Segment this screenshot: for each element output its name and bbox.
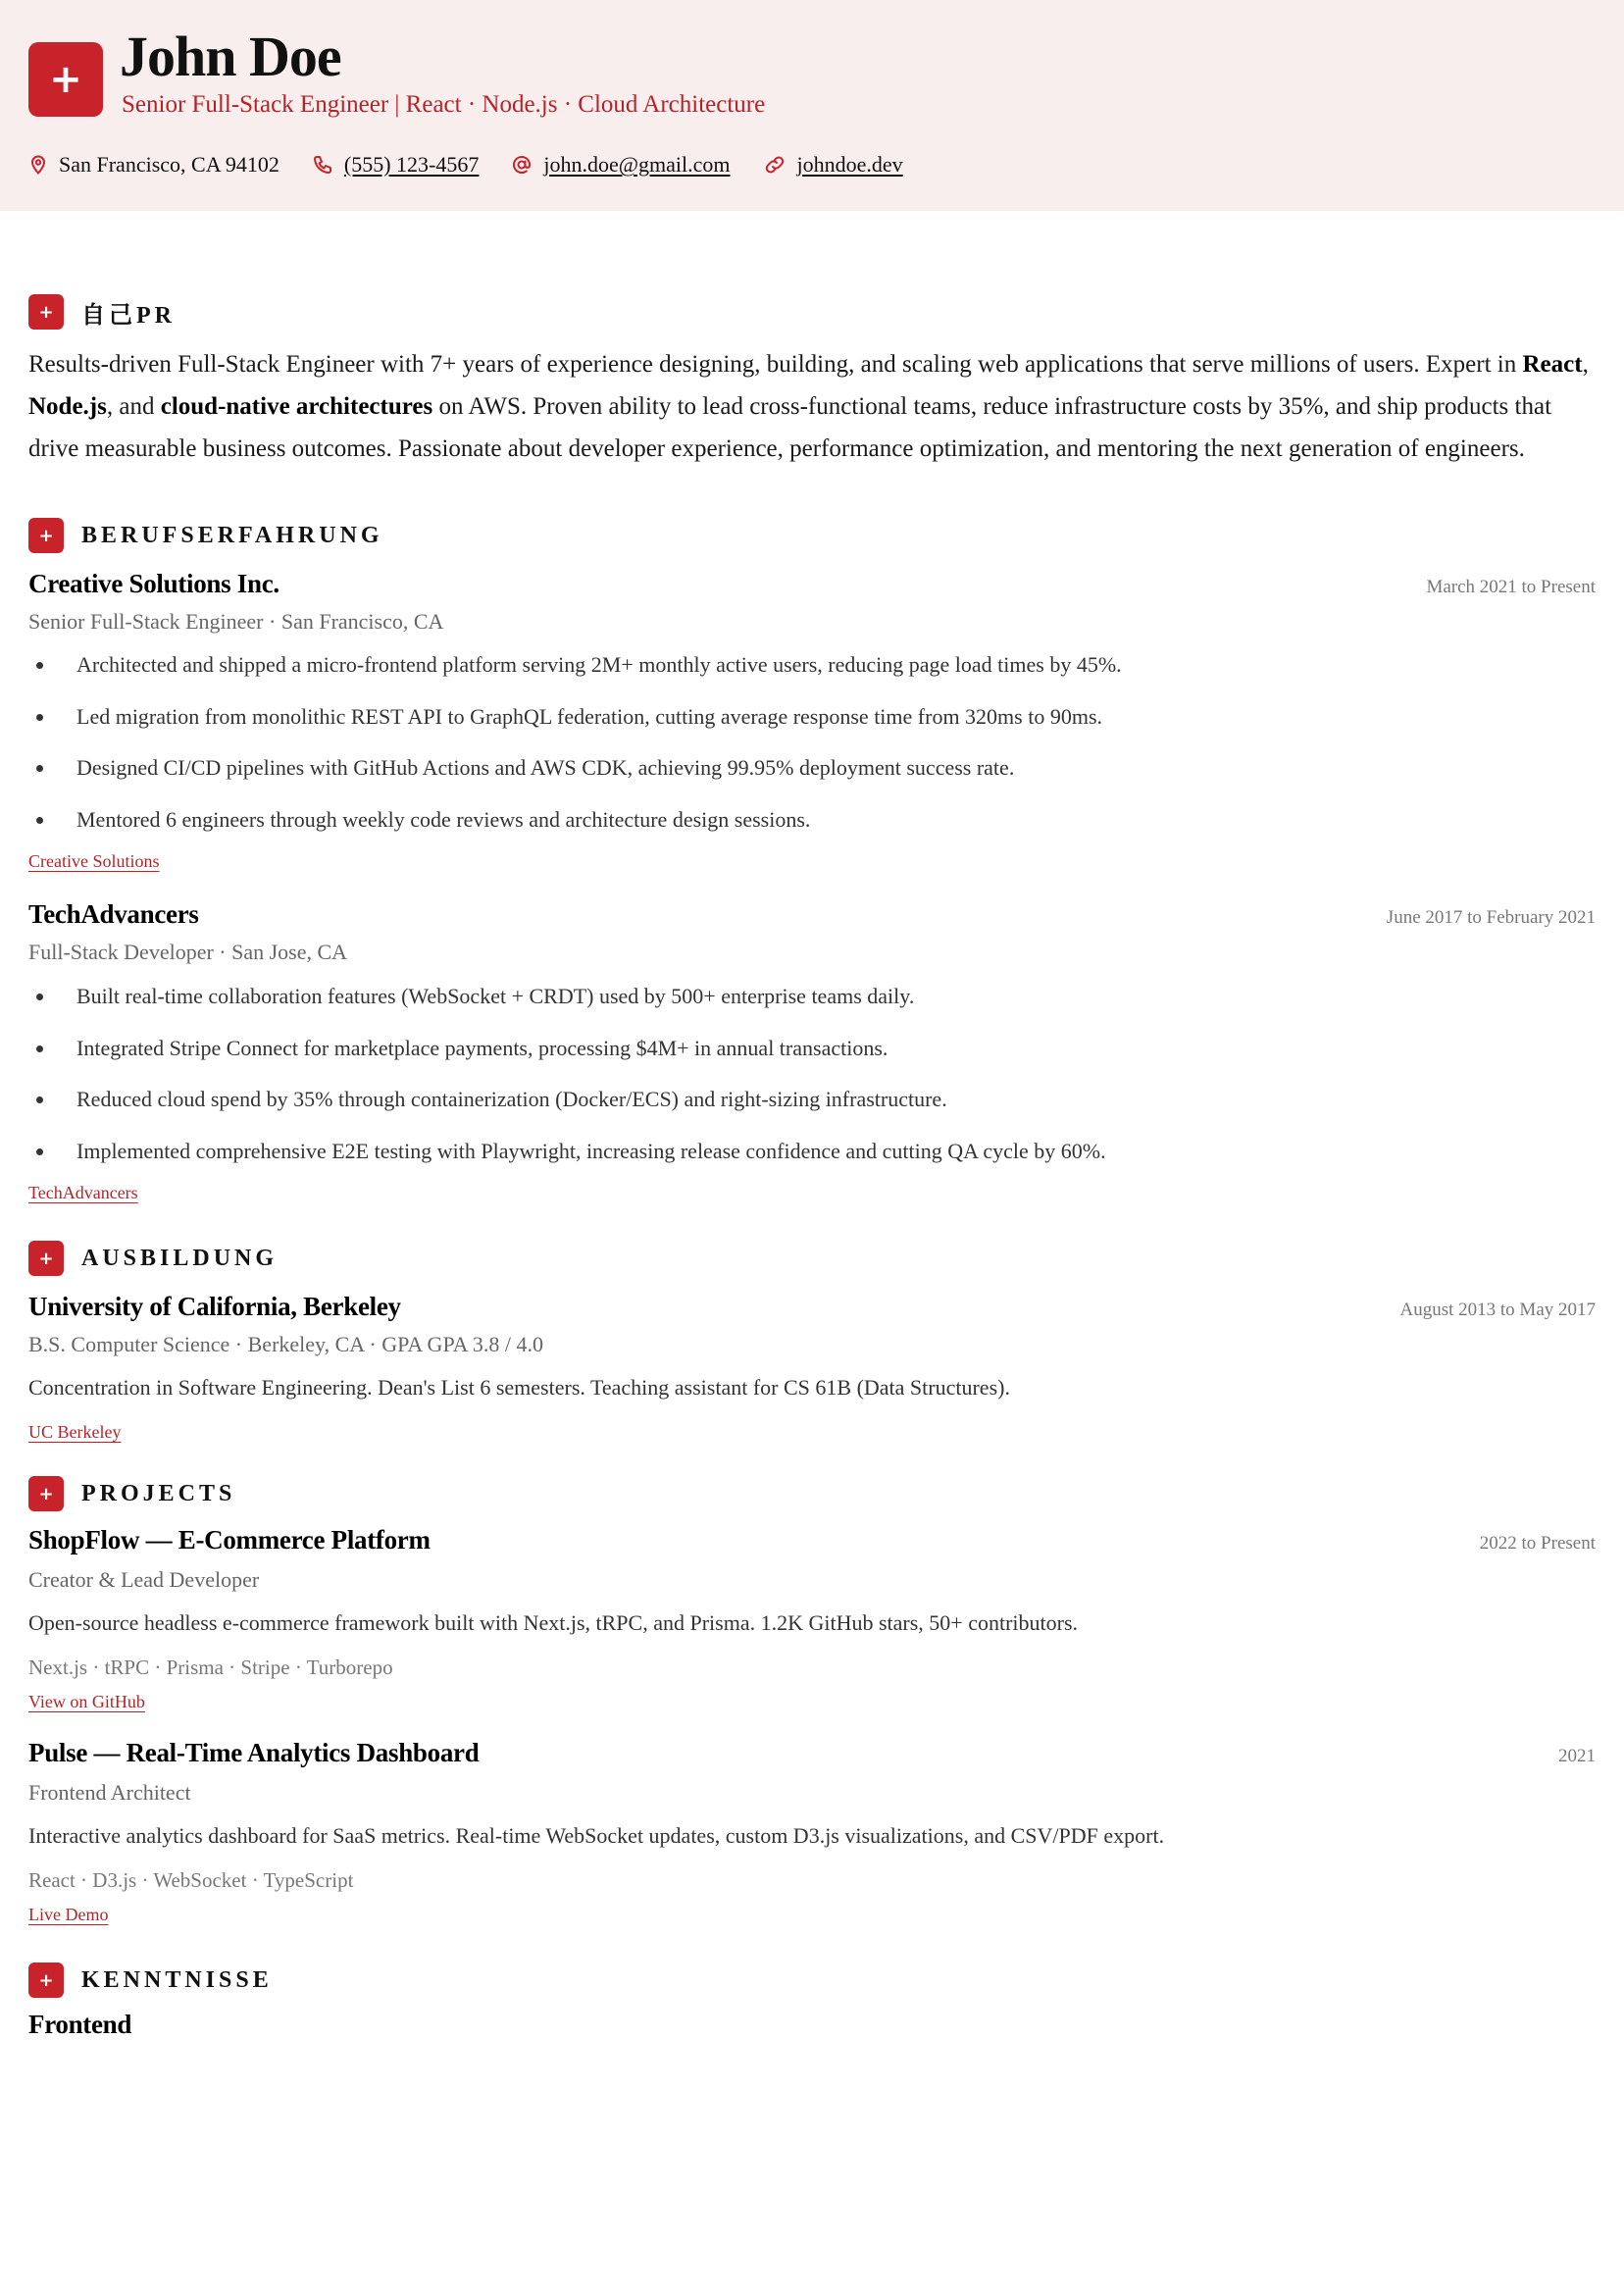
phone-icon: [313, 155, 332, 175]
map-pin-icon: [29, 155, 47, 175]
education-detail: Concentration in Software Engineering. Dean's List 6 semesters. Teaching assistant for CS 61B (Data Structures).: [28, 1375, 1010, 1400]
summary-section-title: 自己PR: [81, 302, 176, 329]
list-item: Reduced cloud spend by 35% through containerization (Docker/ECS) and right-sizing infrastructure.: [28, 1085, 1596, 1137]
contact-location: [29, 152, 279, 178]
resume-body: [0, 294, 1624, 2040]
skills-section-header: [28, 1963, 1596, 1998]
summary-separator: ,: [1582, 351, 1589, 378]
logo-plus-icon: +: [28, 42, 103, 117]
section-plus-icon: +: [28, 1476, 64, 1511]
candidate-headline: Senior Full-Stack Engineer | React · Node.js · Cloud Architecture: [122, 91, 766, 118]
projects-section-header: [28, 1476, 1596, 1511]
email-link[interactable]: john.doe@gmail.com: [543, 152, 731, 177]
contact-phone[interactable]: [313, 152, 479, 178]
project-description: Open-source headless e-commerce framework built with Next.js, tRPC, and Prisma. 1.2K GitHub stars, 50+ contributors.: [28, 1610, 1079, 1635]
achievement-list: [28, 650, 1596, 856]
education-section-header: [28, 1241, 1596, 1276]
degree-info: B.S. Computer Science · Berkeley, CA · GPA GPA 3.8 / 4.0: [28, 1332, 543, 1356]
company-name: TechAdvancers: [28, 899, 199, 929]
website-link[interactable]: johndoe.dev: [796, 152, 903, 177]
list-item: Implemented comprehensive E2E testing with Playwright, increasing release confidence and cutting QA cycle by 60%.: [28, 1137, 1596, 1189]
contact-website[interactable]: [764, 152, 903, 178]
contact-email[interactable]: [512, 152, 730, 178]
entry-header: [28, 1525, 1596, 1555]
list-item: Integrated Stripe Connect for marketplace payments, processing $4M+ in annual transactions.: [28, 1034, 1596, 1086]
project-description: Interactive analytics dashboard for SaaS metrics. Real-time WebSocket updates, custom D3.js visualizations, and CSV/PDF export.: [28, 1823, 1165, 1848]
experience-entry: [28, 899, 1596, 1203]
summary-highlight: React: [1522, 351, 1583, 378]
resume-header: [0, 0, 1624, 211]
entry-date: 2021: [1558, 1746, 1596, 1766]
project-name: Pulse — Real-Time Analytics Dashboard: [28, 1738, 480, 1767]
link-icon: [764, 155, 786, 175]
entry-date: June 2017 to February 2021: [1386, 907, 1596, 928]
experience-section-title: BERUFSERFAHRUNG: [81, 522, 383, 548]
achievement-list: [28, 982, 1596, 1188]
project-link[interactable]: Live Demo: [28, 1905, 109, 1924]
summary-text-part: Results-driven Full-Stack Engineer with 7+ years of experience designing, building, and scaling web applications that serve millions of users. Expert in: [28, 351, 1523, 378]
entry-date: March 2021 to Present: [1426, 577, 1596, 597]
job-role: Senior Full-Stack Engineer · San Francisco, CA: [28, 609, 444, 634]
list-item: Designed CI/CD pipelines with GitHub Actions and AWS CDK, achieving 99.95% deployment success rate.: [28, 753, 1596, 805]
list-item: Architected and shipped a micro-frontend platform serving 2M+ monthly active users, reducing page load times by 45%.: [28, 650, 1596, 702]
school-name: University of California, Berkeley: [28, 1292, 401, 1321]
candidate-name: John Doe: [120, 25, 341, 88]
section-plus-icon: +: [28, 294, 64, 330]
at-sign-icon: [512, 155, 532, 175]
entry-header: [28, 569, 1596, 599]
job-role: Full-Stack Developer · San Jose, CA: [28, 940, 348, 964]
list-item: Built real-time collaboration features (WebSocket + CRDT) used by 500+ enterprise teams daily.: [28, 982, 1596, 1034]
entry-header: [28, 899, 1596, 930]
summary-section-header: [28, 294, 1596, 330]
experience-entry: [28, 569, 1596, 872]
section-plus-icon: +: [28, 1241, 64, 1276]
skill-group-title: Frontend: [28, 2010, 132, 2039]
project-role: Creator & Lead Developer: [28, 1567, 260, 1592]
list-item: Mentored 6 engineers through weekly code reviews and architecture design sessions.: [28, 805, 1596, 857]
skills-section-title: KENNTNISSE: [81, 1966, 273, 1993]
project-link[interactable]: View on GitHub: [28, 1692, 145, 1711]
company-name: Creative Solutions Inc.: [28, 569, 279, 598]
entry-date: August 2013 to May 2017: [1399, 1300, 1596, 1320]
company-link[interactable]: Creative Solutions: [28, 851, 160, 871]
section-plus-icon: +: [28, 1963, 64, 1998]
project-name: ShopFlow — E-Commerce Platform: [28, 1525, 431, 1555]
company-link[interactable]: TechAdvancers: [28, 1183, 138, 1202]
project-entry: [28, 1738, 1596, 1925]
project-role: Frontend Architect: [28, 1780, 191, 1805]
education-section-title: AUSBILDUNG: [81, 1245, 279, 1271]
summary-text: [28, 343, 1596, 470]
project-tech-stack: React · D3.js · WebSocket · TypeScript: [28, 1868, 354, 1892]
summary-text-part: on AWS. Proven ability to lead cross-functional teams, reduce infrastructure costs by 35%, and ship products that drive measurable business outcomes. Passionate about developer experience, performance optimization, and mentoring the next generation of engineers.: [28, 393, 1552, 462]
experience-section-header: [28, 518, 1596, 553]
list-item: Led migration from monolithic REST API to GraphQL federation, cutting average response time from 320ms to 90ms.: [28, 702, 1596, 754]
entry-header: [28, 1292, 1596, 1322]
summary-separator: , and: [106, 393, 161, 420]
location-text: San Francisco, CA 94102: [59, 152, 279, 177]
summary-highlight: Node.js: [28, 393, 107, 420]
project-entry: [28, 1525, 1596, 1712]
section-plus-icon: +: [28, 518, 64, 553]
school-link[interactable]: UC Berkeley: [28, 1422, 122, 1442]
project-tech-stack: Next.js · tRPC · Prisma · Stripe · Turborepo: [28, 1656, 393, 1679]
education-entry: [28, 1292, 1596, 1443]
summary-highlight: cloud-native architectures: [160, 393, 433, 420]
entry-date: 2022 to Present: [1479, 1533, 1596, 1554]
entry-header: [28, 1738, 1596, 1768]
phone-link[interactable]: (555) 123-4567: [343, 152, 480, 177]
contact-bar: [29, 152, 937, 178]
projects-section-title: PROJECTS: [81, 1480, 236, 1506]
